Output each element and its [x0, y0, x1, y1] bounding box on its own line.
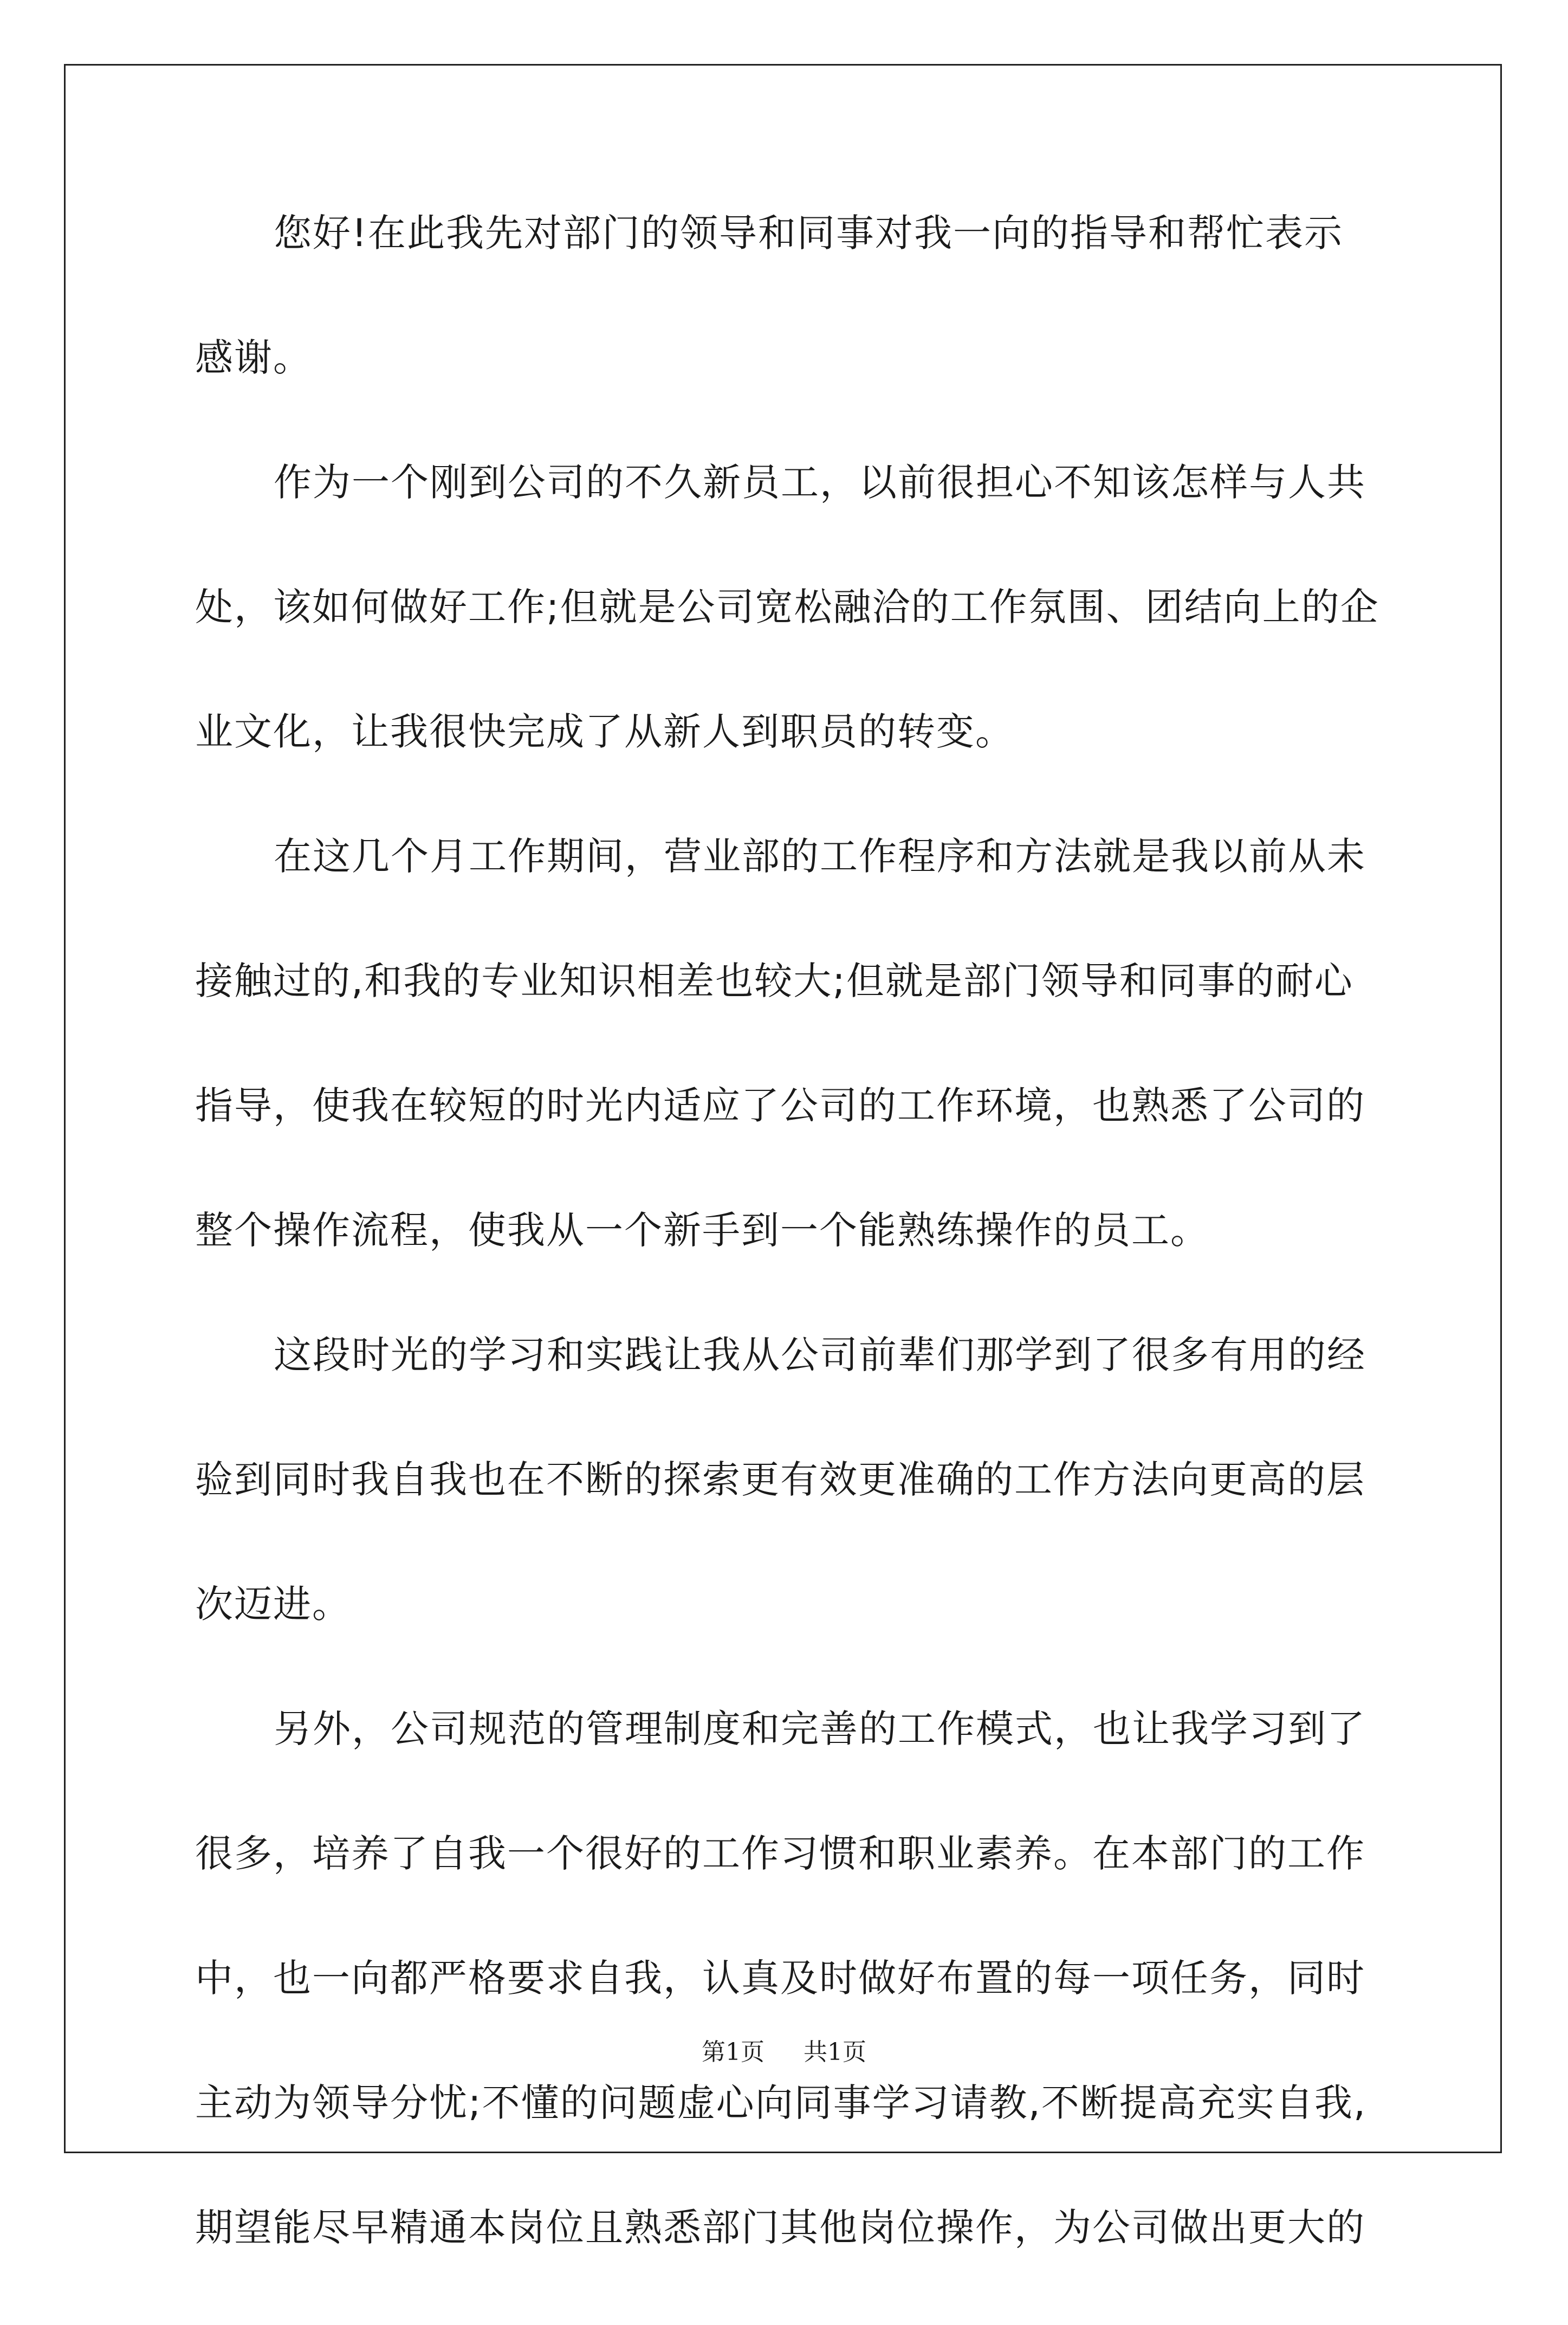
paragraph-line: 业文化，让我很快完成了从新人到职员的转变。	[195, 709, 1014, 754]
paragraph-1	[195, 206, 1376, 455]
paragraph-line: 整个操作流程，使我从一个新手到一个能熟练操作的员工。	[195, 1208, 1209, 1252]
page-number-current: 第1页	[702, 2038, 764, 2066]
paragraph-2	[195, 455, 1379, 829]
paragraph-line: 作为一个刚到公司的不久新员工，以前很担心不知该怎样与人共	[274, 460, 1366, 505]
paragraph-line: 验到同时我自我也在不断的探索更有效更准确的工作方法向更高的层	[195, 1457, 1365, 1502]
paragraph-5	[195, 1702, 1376, 2325]
document-body	[195, 206, 1379, 2325]
paragraph-line: 接触过的,和我的专业知识相差也较大;但就是部门领导和同事的耐心	[195, 959, 1353, 1003]
page-number-total: 共1页	[804, 2038, 866, 2066]
paragraph-line: 这段时光的学习和实践让我从公司前辈们那学到了很多有用的经	[274, 1333, 1366, 1377]
paragraph-4	[195, 1328, 1376, 1702]
paragraph-line: 很多，培养了自我一个很好的工作习惯和职业素养。在本部门的工作	[195, 1831, 1365, 1876]
paragraph-line: 指导，使我在较短的时光内适应了公司的工作环境，也熟悉了公司的	[195, 1083, 1365, 1128]
paragraph-line: 期望能尽早精通本岗位且熟悉部门其他岗位操作，为公司做出更大的	[195, 2205, 1365, 2250]
paragraph-line: 感谢。	[195, 335, 312, 380]
paragraph-line: 中，也一向都严格要求自我，认真及时做好布置的每一项任务，同时	[195, 1956, 1365, 2000]
paragraph-line: 主动为领导分忧;不懂的问题虚心向同事学习请教,不断提高充实自我,	[195, 2081, 1367, 2125]
paragraph-line: 在这几个月工作期间，营业部的工作程序和方法就是我以前从未	[274, 834, 1366, 879]
paragraph-line: 您好!在此我先对部门的领导和同事对我一向的指导和帮忙表示	[274, 211, 1344, 255]
paragraph-line: 另外，公司规范的管理制度和完善的工作模式，也让我学习到了	[274, 1707, 1366, 1751]
page-footer	[0, 2032, 1568, 2067]
paragraph-3	[195, 829, 1376, 1328]
paragraph-line: 处，该如何做好工作;但就是公司宽松融洽的工作氛围、团结向上的企	[195, 585, 1379, 629]
paragraph-line: 次迈进。	[195, 1582, 351, 1626]
